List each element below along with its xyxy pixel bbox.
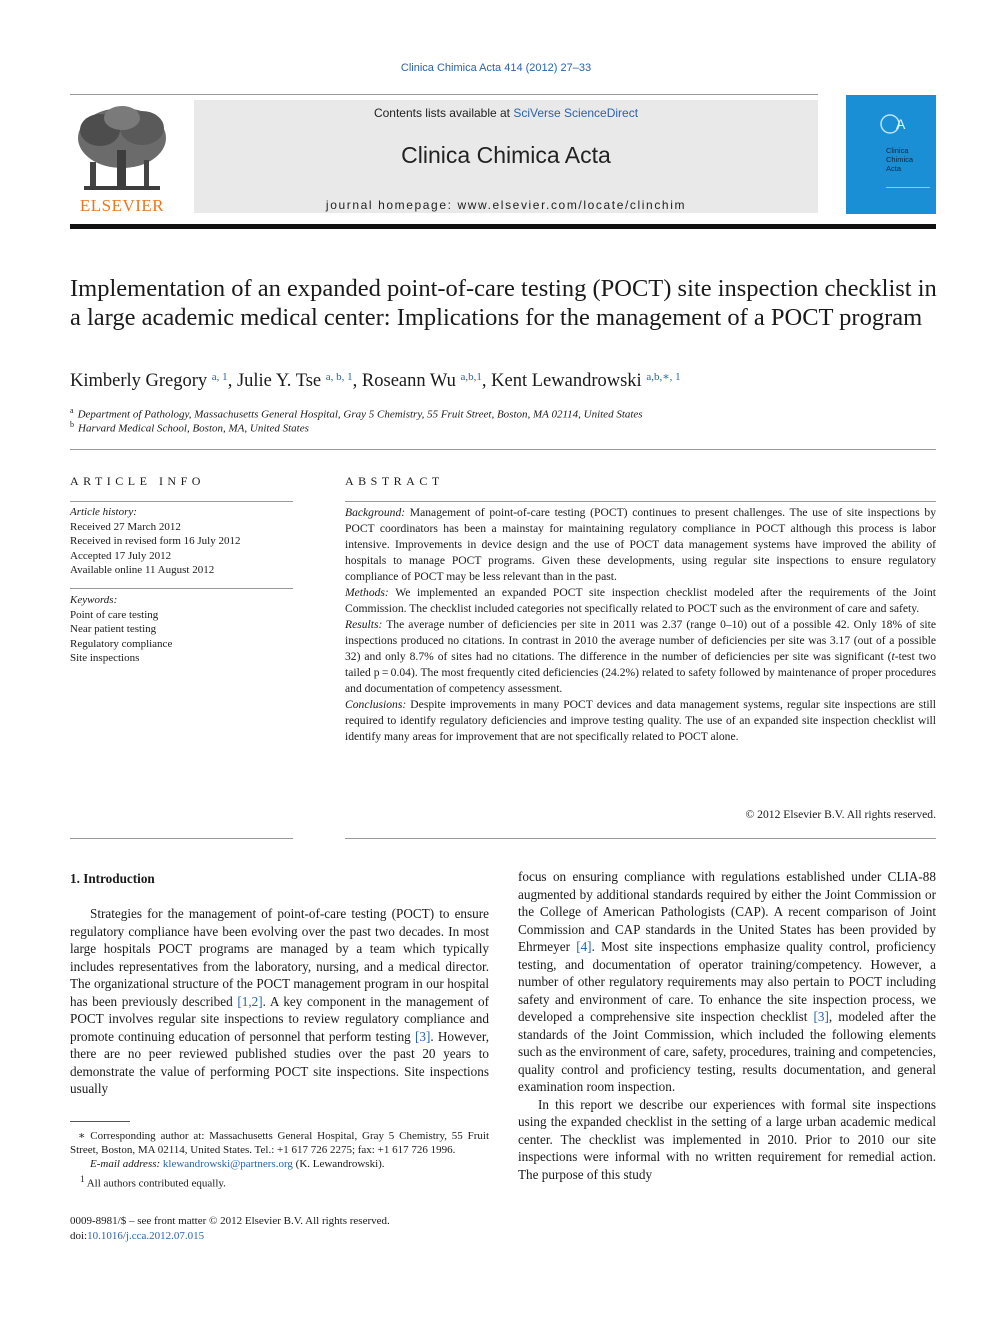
affiliation-key: a xyxy=(70,406,74,415)
abstract-heading: ABSTRACT xyxy=(345,474,444,488)
cover-art-icon xyxy=(846,95,936,214)
abstract-label: Background: xyxy=(345,506,406,519)
history-label: Article history: xyxy=(70,506,137,518)
citation-link[interactable]: [3] xyxy=(414,1028,431,1044)
body-paragraph: Strategies for the management of point-of-care testing (POCT) to ensure regulatory compliance have been evolving over the past two decades. In most large hospitals POCT programs are managed by a team which typically includes representatives from the laboratory, nursing, and a medical director. The organizational structure of the POCT management program in our hospital has been previously described [1,2]. A key component in the management of POCT involves regular site inspections to review regulatory compliance and promote continuing education of personnel that perform testing [3]. However, there are no peer reviewed published studies over the past 20 years to demonstrate the value of performing POCT site inspections. Site inspections usually xyxy=(70,906,489,1096)
section-heading: 1. Introduction xyxy=(70,871,155,886)
contents-line xyxy=(194,106,818,120)
abstract-label: Results: xyxy=(345,618,383,631)
body-paragraph: focus on ensuring compliance with regulations established under CLIA-88 augmented by additional standards required by either the Joint Commission or the College of American Pathologists (CAP). A recent comparison of Joint Commission and CAP standards in the United States has been provided by Ehrmeyer [4]. Most site inspections emphasize quality control, proficiency testing, and documentation of operator training/competency. However, a number of other regulatory requirements may also pertain to POCT including safety and environment of care. To enhance the site inspection process, we developed a comprehensive site inspection checklist [3], modeled after the standards of the Joint Commission, which included the following elements such as the environment of care, safety, procedures, training and competencies, quality control and proficiency testing, results documentation, and general examination room inspection. xyxy=(518,869,936,1094)
abstract-methods: Methods: We implemented an expanded POCT site inspection checklist modeled after the requirements of the Joint Commission. The checklist included categories not specifically related to POCT such as the environment of care and safety. xyxy=(345,586,936,615)
header-thick-rule xyxy=(70,224,936,229)
author-list: Kimberly Gregory $^{a, 1}$, Julie Y. Tse $^{a, b, 1}$, Roseann Wu $^{a,b,1}$, Kent Lewandrowski $^{a,b,∗, 1}$ xyxy=(70,371,681,391)
svg-text:A: A xyxy=(896,116,906,132)
abstract-background: Background: Management of point-of-care testing (POCT) continues to present challenges. The use of site inspections by POCT coordinators has been a mainstay for maintaining regulatory compliance in POCT although this process is labor intensive. Improvements in device design and the use of POCT data management systems have improved the ability of hospitals to manage POCT programs. Given these developments, using regular site inspections to ensure regulatory compliance of POCT may be less relevant than in the past. xyxy=(345,506,936,583)
svg-text:Clinica: Clinica xyxy=(886,146,909,155)
citation-link[interactable]: [3] xyxy=(813,1009,829,1024)
abstract-label: Conclusions: xyxy=(345,698,407,711)
author-affiliation-marker[interactable]: a, 1 xyxy=(211,371,228,383)
corresponding-author-note: ∗ Corresponding author at: Massachusetts General Hospital, Gray 5 Chemistry, 55 Fruit Street, Boston, MA 02114, United States. Tel.: +1 617 726 2275; fax: +1 617 726 1996. xyxy=(70,1130,489,1157)
body-column-left xyxy=(70,905,489,1098)
divider xyxy=(345,501,936,502)
affiliation-key: b xyxy=(70,420,74,429)
divider xyxy=(70,501,293,502)
svg-text:Chimica: Chimica xyxy=(886,155,914,164)
doi-line: doi:10.1016/j.cca.2012.07.015 xyxy=(70,1229,205,1242)
footnotes xyxy=(70,1129,489,1190)
abstract-body xyxy=(345,505,936,745)
divider xyxy=(70,449,936,450)
author-name[interactable]: Julie Y. Tse xyxy=(236,371,322,391)
article-title: Implementation of an expanded point-of-care testing (POCT) site inspection checklist in a large academic medical center: Implications for the management of a POCT program xyxy=(70,275,937,331)
history-item: Received in revised form 16 July 2012 xyxy=(70,535,241,547)
citation-link[interactable]: [1,2] xyxy=(237,993,263,1009)
author-affiliation-marker[interactable]: a, b, 1 xyxy=(325,371,353,383)
author-affiliation-marker[interactable]: a,b,∗, 1 xyxy=(646,371,681,383)
article-history xyxy=(70,505,293,578)
author-name[interactable]: Kimberly Gregory xyxy=(70,371,208,391)
sciencedirect-link[interactable]: SciVerse ScienceDirect xyxy=(513,106,639,120)
body-column-right xyxy=(518,868,936,1183)
keyword-item: Site inspections xyxy=(70,652,140,664)
contribution-note: $^1$ All authors contributed equally. xyxy=(80,1173,226,1190)
keywords xyxy=(70,593,293,666)
abstract-results: Results: The average number of deficiencies per site in 2011 was 2.37 (range 0–10) out of a possible 42. Only 18% of site inspections produced no citations. In contrast in 2010 the average number of deficiencies per site was 3.17 (out of a possible 32) and only 8.7% of sites had no citations. The difference in the number of deficiencies per site was significant (t-test two tailed p = 0.04). The most frequently cited deficiencies (24.2%) related to safety followed by maintenance of proper procedures and documentation of competency assessment. xyxy=(345,618,936,695)
history-item: Accepted 17 July 2012 xyxy=(70,549,172,562)
affiliation-text: Department of Pathology, Massachusetts General Hospital, Gray 5 Chemistry, 55 Fruit Street, Boston, MA 02114, United States xyxy=(77,408,643,421)
footnote-rule xyxy=(70,1121,130,1122)
abstract-conclusions: Conclusions: Despite improvements in many POCT devices and data management systems, regular site inspections are still required to identify regulatory deficiencies and improve testing quality. The use of an expanded site inspection checklist will identify many areas for improvement that are not specifically related to POCT alone. xyxy=(345,698,936,743)
history-item: Available online 11 August 2012 xyxy=(70,564,215,576)
journal-cover-image xyxy=(846,95,936,214)
keywords-label: Keywords: xyxy=(70,594,118,606)
journal-citation[interactable]: Clinica Chimica Acta 414 (2012) 27–33 xyxy=(400,62,592,74)
abstract-label: Methods: xyxy=(345,586,389,599)
header-top-rule xyxy=(70,94,818,95)
journal-title: Clinica Chimica Acta xyxy=(401,142,611,168)
keyword-item: Point of care testing xyxy=(70,608,159,621)
svg-text:Acta: Acta xyxy=(886,164,902,173)
doi-link[interactable]: 10.1016/j.cca.2012.07.015 xyxy=(87,1229,205,1242)
contents-prefix: Contents lists available at xyxy=(373,106,514,120)
citation-link[interactable]: [4] xyxy=(576,939,592,954)
divider xyxy=(70,588,293,589)
article-info-heading: ARTICLE INFO xyxy=(70,474,205,488)
keyword-item: Near patient testing xyxy=(70,623,157,635)
issn-line: 0009-8981/$ – see front matter © 2012 Elsevier B.V. All rights reserved. xyxy=(70,1215,390,1227)
email-note: E-mail address: klewandrowski@partners.org (K. Lewandrowski). xyxy=(90,1158,385,1171)
elsevier-wordmark: ELSEVIER xyxy=(79,196,165,215)
history-item: Received 27 March 2012 xyxy=(70,520,181,533)
front-matter xyxy=(70,1214,489,1243)
affiliation-a xyxy=(70,406,936,421)
divider xyxy=(70,838,293,839)
keyword-item: Regulatory compliance xyxy=(70,637,173,650)
affiliation-b xyxy=(70,420,936,435)
journal-homepage[interactable]: journal homepage: www.elsevier.com/locate/clinchim xyxy=(325,198,687,212)
author-affiliation-marker[interactable]: a,b,1 xyxy=(460,371,482,383)
affiliation-text: Harvard Medical School, Boston, MA, United States xyxy=(78,422,309,435)
body-paragraph: In this report we describe our experiences with formal site inspections using the expanded checklist in the setting of a large urban academic medical center. The checklist was implemented in 2010. Prior to 2010 our site inspections were informal with no written requirement for remedial action. The purpose of this study xyxy=(518,1096,936,1182)
author-name[interactable]: Roseann Wu xyxy=(361,371,456,391)
copyright-notice: © 2012 Elsevier B.V. All rights reserved. xyxy=(745,808,936,821)
email-link[interactable]: klewandrowski@partners.org xyxy=(162,1158,293,1171)
divider xyxy=(345,838,936,839)
author-name[interactable]: Kent Lewandrowski xyxy=(491,371,642,391)
